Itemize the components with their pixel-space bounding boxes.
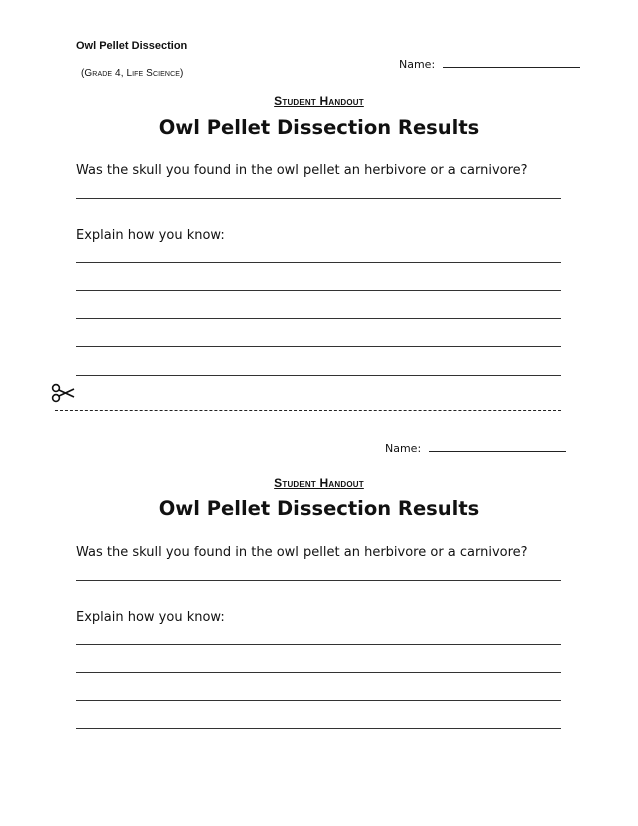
worksheet-title: Owl Pellet Dissection Results xyxy=(158,497,480,520)
name-blank-line[interactable] xyxy=(443,57,580,68)
answer-line[interactable] xyxy=(76,580,561,581)
name-label: Name: xyxy=(385,442,422,455)
answer-line[interactable] xyxy=(76,290,561,291)
answer-line[interactable] xyxy=(76,728,561,729)
question-explain: Explain how you know: xyxy=(76,228,225,243)
question-explain: Explain how you know: xyxy=(76,610,225,625)
student-handout-label: Student Handout xyxy=(274,94,364,108)
answer-line[interactable] xyxy=(76,198,561,199)
name-label: Name: xyxy=(399,58,436,71)
name-field-1[interactable] xyxy=(399,57,580,71)
name-field-2[interactable] xyxy=(385,441,566,455)
answer-line[interactable] xyxy=(76,672,561,673)
question-herbivore-carnivore: Was the skull you found in the owl pellet an herbivore or a carnivore? xyxy=(76,163,528,178)
document-header-title: Owl Pellet Dissection xyxy=(76,40,188,52)
cut-line xyxy=(55,410,561,411)
answer-line[interactable] xyxy=(76,644,561,645)
document-header-subtitle: (Grade 4, Life Science) xyxy=(81,68,184,79)
student-handout-label: Student Handout xyxy=(274,476,364,490)
answer-line[interactable] xyxy=(76,262,561,263)
name-blank-line[interactable] xyxy=(429,441,566,452)
worksheet-title: Owl Pellet Dissection Results xyxy=(158,116,480,139)
question-herbivore-carnivore: Was the skull you found in the owl pellet an herbivore or a carnivore? xyxy=(76,545,528,560)
answer-line[interactable] xyxy=(76,318,561,319)
answer-line[interactable] xyxy=(76,346,561,347)
scissors-icon xyxy=(50,383,76,403)
answer-line[interactable] xyxy=(76,700,561,701)
answer-line[interactable] xyxy=(76,375,561,376)
